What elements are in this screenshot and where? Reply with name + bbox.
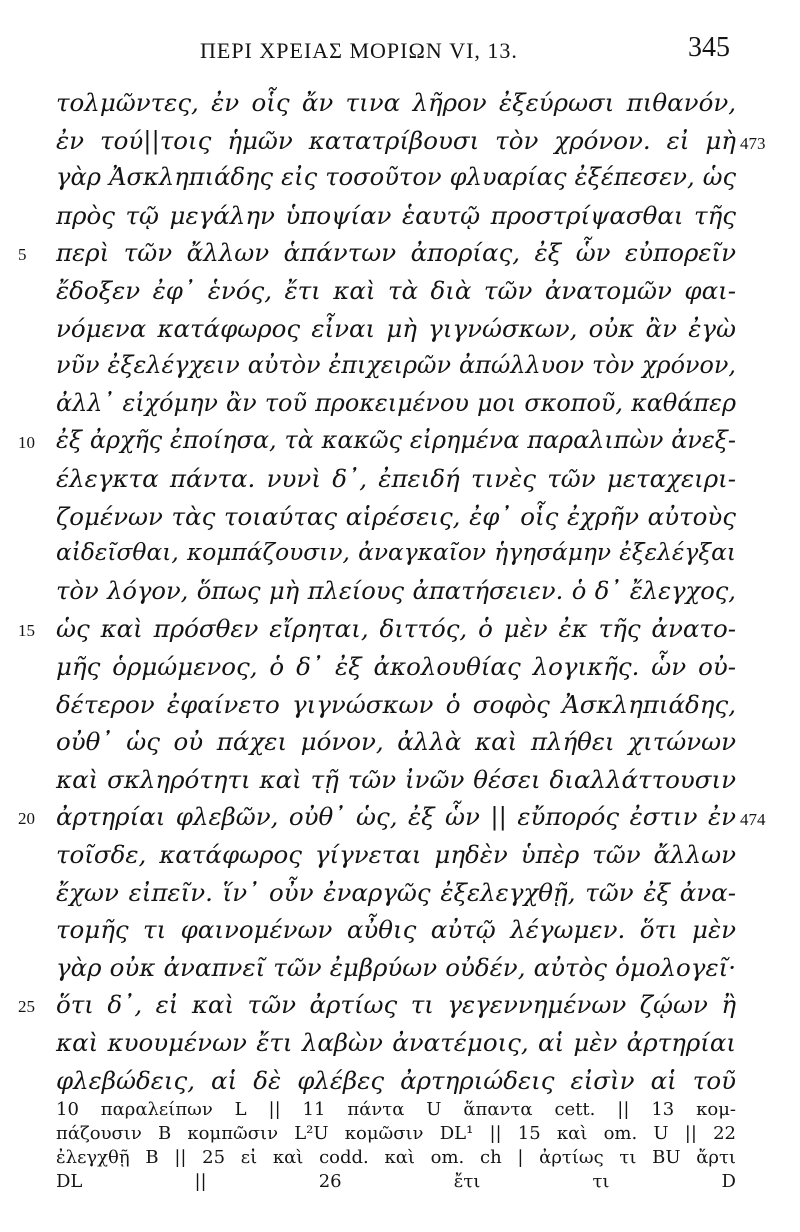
text-line bbox=[0, 761, 800, 801]
text-line bbox=[0, 197, 800, 237]
page-number: 345 bbox=[688, 32, 730, 63]
text-line bbox=[0, 949, 800, 989]
page-header bbox=[200, 30, 730, 70]
line-text: αἰδεῖσθαι, κομπάζουσιν, ἀναγκαῖον ἡγησάμην ἐξελέγξαι bbox=[56, 539, 736, 567]
line-text: ἐν τού||τοις ἡμῶν κατατρίβουσι τὸν χρόνον. εἰ μὴ bbox=[56, 125, 736, 155]
text-line bbox=[0, 723, 800, 763]
footnote-line: ἐλεγχθῇ B || 25 εἰ καὶ codd. καὶ om. ch | ἀρτίως τι BU ἄρτι bbox=[56, 1147, 736, 1168]
margin-reference: 474 bbox=[740, 810, 766, 830]
text-line bbox=[0, 460, 800, 500]
text-line bbox=[0, 648, 800, 688]
line-text: τοῖσδε, κατάφωρος γίγνεται μηδὲν ὑπὲρ τῶν ἄλλων bbox=[56, 840, 736, 869]
line-text: ἔχων εἰπεῖν. ἵν᾿ οὖν ἐναργῶς ἐξελεγχθῇ, τῶν ἐξ ἀνα- bbox=[56, 877, 736, 907]
line-text: φλεβώδεις, αἱ δὲ φλέβες ἀρτηριώδεις εἰσὶν αἱ τοῦ bbox=[56, 1065, 736, 1095]
line-text: νῦν ἐξελέγχειν αὐτὸν ἐπιχειρῶν ἀπώλλυον τὸν χρόνον, bbox=[56, 351, 736, 380]
text-line bbox=[0, 122, 800, 162]
line-number: 15 bbox=[18, 621, 35, 641]
line-text: ὡς καὶ πρόσθεν εἴρηται, διττός, ὁ μὲν ἐκ τῆς ἀνατο- bbox=[56, 614, 736, 644]
line-text: δέτερον ἐφαίνετο γιγνώσκων ὁ σοφὸς Ἀσκληπιάδης, bbox=[56, 689, 736, 719]
text-line bbox=[0, 234, 800, 274]
text-line bbox=[0, 422, 800, 462]
text-line bbox=[0, 535, 800, 575]
text-line bbox=[0, 836, 800, 876]
footnote-line: 10 παραλείπων L || 11 πάντα U ἅπαντα cett. || 13 κομ- bbox=[56, 1099, 736, 1120]
line-text: ἐξ ἀρχῆς ἐποίησα, τὰ κακῶς εἰρημένα παραλιπὼν ἀνεξ- bbox=[56, 426, 736, 455]
line-text: έλεγκτα πάντα. νυνὶ δ᾿, ἐπειδή τινὲς τῶν μεταχειρι- bbox=[56, 464, 736, 493]
running-title: ΠΕΡΙ ΧΡΕΙΑΣ ΜΟΡΙΩΝ VI, 13. bbox=[200, 38, 518, 63]
text-line bbox=[0, 385, 800, 425]
text-line bbox=[0, 686, 800, 726]
footnote-line: πάζουσιν B κομπῶσιν L²U κομῶσιν DL¹ || 15 καὶ om. U || 22 bbox=[56, 1123, 736, 1144]
margin-reference: 473 bbox=[740, 133, 766, 153]
line-text: ζομένων τὰς τοιαύτας αἱρέσεις, ἐφ᾿ οἷς ἐχρῆν αὐτοὺς bbox=[56, 501, 736, 531]
line-text: ἀρτηρίαι φλεβῶν, οὐθ᾿ ὡς, ἐξ ὧν || εὔπορός ἐστιν ἐν bbox=[56, 802, 736, 832]
line-text: οὐθ᾿ ὡς οὐ πάχει μόνον, ἀλλὰ καὶ πλήθει χιτώνων bbox=[56, 727, 736, 757]
line-text: τομῆς τι φαινομένων αὖθις αὐτῷ λέγωμεν. ὅτι μὲν bbox=[56, 915, 736, 945]
line-text: ἀλλ᾿ εἰχόμην ἂν τοῦ προκειμένου μοι σκοποῦ, καθάπερ bbox=[56, 388, 736, 417]
line-text: καὶ σκληρότητι καὶ τῇ τῶν ἰνῶν θέσει διαλλάττουσιν bbox=[56, 764, 736, 794]
footnote-line: DL || 26 ἔτι τι D bbox=[56, 1171, 736, 1192]
line-text: ἔδοξεν ἐφ᾿ ἑνός, ἔτι καὶ τὰ διὰ τῶν ἀνατομῶν φαι- bbox=[56, 276, 736, 305]
text-line bbox=[0, 159, 800, 199]
line-text: περὶ τῶν ἄλλων ἁπάντων ἀπορίας, ἐξ ὧν εὐπορεῖν bbox=[56, 238, 736, 268]
line-number: 25 bbox=[18, 997, 35, 1017]
text-line bbox=[0, 84, 800, 124]
line-text: καὶ κυουμένων ἔτι λαβὼν ἀνατέμοις, αἱ μὲν ἀρτηρίαι bbox=[56, 1028, 736, 1057]
line-text: τολμῶντες, ἐν οἷς ἄν τινα λῆρον ἐξεύρωσι πιθανόν, bbox=[56, 88, 736, 117]
text-line bbox=[0, 874, 800, 914]
line-text: πρὸς τῷ μεγάλην ὑποψίαν ἑαυτῷ προστρίψασθαι τῆς bbox=[56, 200, 736, 230]
text-line bbox=[0, 272, 800, 312]
line-text: νόμενα κατάφωρος εἶναι μὴ γιγνώσκων, οὐκ ἂν ἐγὼ bbox=[56, 313, 736, 343]
line-number: 20 bbox=[18, 809, 35, 829]
critical-apparatus bbox=[56, 1098, 736, 1194]
line-number: 10 bbox=[18, 433, 35, 453]
line-text: γὰρ Ἀσκληπιάδης εἰς τοσοῦτον φλυαρίας ἐξέπεσεν, ὡς bbox=[56, 163, 736, 192]
text-line bbox=[0, 573, 800, 613]
line-text: γὰρ οὐκ ἀναπνεῖ τῶν ἐμβρύων οὐδέν, αὐτὸς ὁμολογεῖ· bbox=[56, 952, 736, 982]
text-line bbox=[0, 610, 800, 650]
text-line bbox=[0, 310, 800, 350]
text-line bbox=[0, 347, 800, 387]
text-line bbox=[0, 798, 800, 838]
line-text: μῆς ὁρμώμενος, ὁ δ᾿ ἐξ ἀκολουθίας λογικῆς. ὧν οὐ- bbox=[56, 652, 736, 681]
text-line bbox=[0, 498, 800, 538]
text-line bbox=[0, 986, 800, 1026]
line-text: ὅτι δ᾿, εἰ καὶ τῶν ἀρτίως τι γεγεννημένων ζῴων ἢ bbox=[56, 990, 736, 1020]
text-line bbox=[0, 911, 800, 951]
line-text: τὸν λόγον, ὅπως μὴ πλείους ἀπατήσειεν. ὁ δ᾿ ἔλεγχος, bbox=[56, 576, 736, 605]
line-number: 5 bbox=[18, 245, 27, 265]
text-line bbox=[0, 1024, 800, 1064]
text-line bbox=[0, 1062, 800, 1102]
